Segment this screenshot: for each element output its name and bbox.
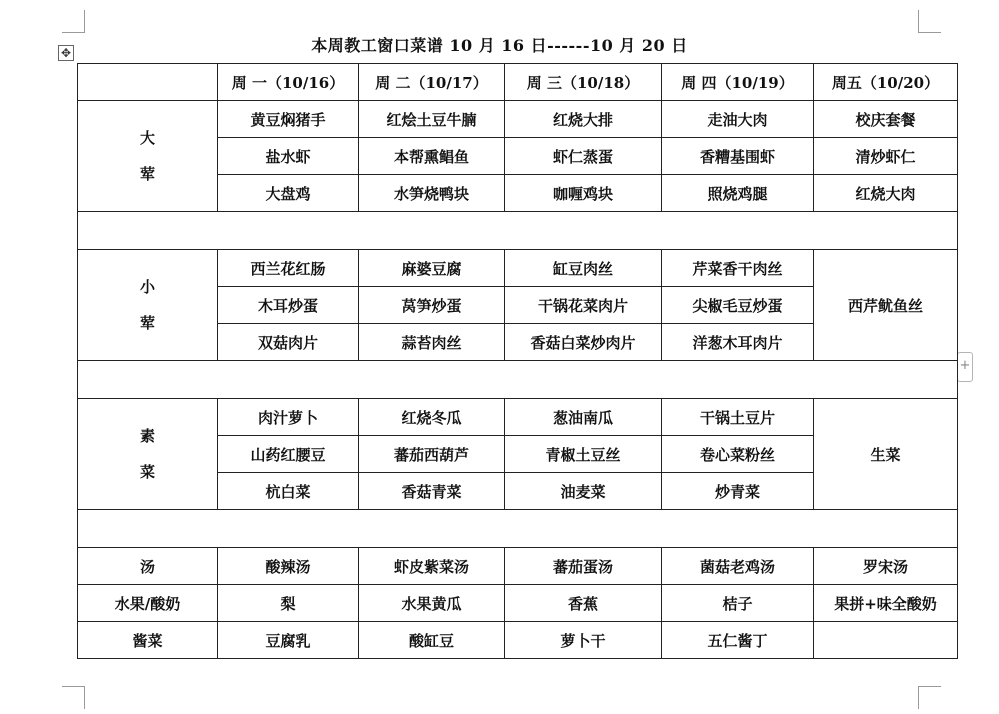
dish-cell: [814, 622, 958, 659]
dish-cell: 大盘鸡: [218, 175, 359, 212]
dish-cell: 尖椒毛豆炒蛋: [662, 287, 814, 324]
separator-row: [78, 212, 958, 250]
dish-cell: 菌菇老鸡汤: [662, 548, 814, 585]
category-xiao-hun: [78, 250, 218, 361]
dish-cell: 虾仁蒸蛋: [505, 138, 662, 175]
crop-mark-top-right: [918, 10, 941, 33]
dish-cell: 芹菜香干肉丝: [662, 250, 814, 287]
dish-cell: 干锅花菜肉片: [505, 287, 662, 324]
category-label-char: 荤: [139, 165, 155, 183]
header-monday: 周 一（10/16）: [218, 64, 359, 101]
category-soup: 汤: [78, 548, 218, 585]
table-row: [78, 585, 958, 622]
dish-cell: 萝卜干: [505, 622, 662, 659]
dish-cell: 红烧大排: [505, 101, 662, 138]
dish-cell: 莴笋炒蛋: [359, 287, 505, 324]
crop-mark-bottom-right: [918, 686, 941, 709]
dish-cell: 香蕉: [505, 585, 662, 622]
dish-cell: 校庆套餐: [814, 101, 958, 138]
dish-cell: 本帮熏鲳鱼: [359, 138, 505, 175]
dish-cell: 黄豆焖猪手: [218, 101, 359, 138]
header-row: [78, 64, 958, 101]
header-wednesday: 周 三（10/18）: [505, 64, 662, 101]
header-thursday: 周 四（10/19）: [662, 64, 814, 101]
dish-cell: 干锅土豆片: [662, 399, 814, 436]
dish-cell: 罗宋汤: [814, 548, 958, 585]
category-su-cai: [78, 399, 218, 510]
dish-cell: 走油大肉: [662, 101, 814, 138]
dish-cell: 红烧大肉: [814, 175, 958, 212]
dish-cell: 蒜苔肉丝: [359, 324, 505, 361]
dish-cell: 清炒虾仁: [814, 138, 958, 175]
table-row: [78, 548, 958, 585]
dish-cell: 山药红腰豆: [218, 436, 359, 473]
dish-cell: 蕃茄蛋汤: [505, 548, 662, 585]
dish-cell: 五仁酱丁: [662, 622, 814, 659]
separator-cell: [78, 510, 958, 548]
crop-mark-bottom-left: [62, 686, 85, 709]
dish-cell: 水果黄瓜: [359, 585, 505, 622]
category-label-char: 荤: [139, 314, 155, 332]
dish-cell: 豆腐乳: [218, 622, 359, 659]
dish-cell: 香菇白菜炒肉片: [505, 324, 662, 361]
table-row: [78, 399, 958, 436]
friday-dish-cell: 生菜: [814, 399, 958, 510]
page-title: 本周教工窗口菜谱 10 月 16 日------10 月 20 日: [311, 36, 688, 55]
crop-mark-top-left: [62, 10, 85, 33]
dish-cell: 卷心菜粉丝: [662, 436, 814, 473]
dish-cell: 香糟基围虾: [662, 138, 814, 175]
category-label-char: 小: [139, 278, 155, 296]
dish-cell: 盐水虾: [218, 138, 359, 175]
dish-cell: 照烧鸡腿: [662, 175, 814, 212]
dish-cell: 水笋烧鸭块: [359, 175, 505, 212]
table-move-handle-icon[interactable]: ✥: [58, 45, 74, 61]
dish-cell: 油麦菜: [505, 473, 662, 510]
dish-cell: 桔子: [662, 585, 814, 622]
header-tuesday: 周 二（10/17）: [359, 64, 505, 101]
separator-cell: [78, 361, 958, 399]
category-pickle: 酱菜: [78, 622, 218, 659]
dish-cell: 缸豆肉丝: [505, 250, 662, 287]
category-label-char: 大: [139, 129, 155, 147]
table-row: [78, 101, 958, 138]
dish-cell: 青椒土豆丝: [505, 436, 662, 473]
dish-cell: 葱油南瓜: [505, 399, 662, 436]
dish-cell: 西兰花红肠: [218, 250, 359, 287]
dish-cell: 酸辣汤: [218, 548, 359, 585]
category-da-hun: [78, 101, 218, 212]
dish-cell: 麻婆豆腐: [359, 250, 505, 287]
dish-cell: 梨: [218, 585, 359, 622]
dish-cell: 红烩土豆牛腩: [359, 101, 505, 138]
dish-cell: 蕃茄西葫芦: [359, 436, 505, 473]
dish-cell: 香菇青菜: [359, 473, 505, 510]
friday-dish-cell: 西芹鱿鱼丝: [814, 250, 958, 361]
dish-cell: 虾皮紫菜汤: [359, 548, 505, 585]
category-fruit: 水果/酸奶: [78, 585, 218, 622]
dish-cell: 洋葱木耳肉片: [662, 324, 814, 361]
category-label-char: 素: [139, 427, 155, 445]
menu-table: [77, 63, 958, 659]
header-corner-cell: [78, 64, 218, 101]
header-friday: 周五（10/20）: [814, 64, 958, 101]
dish-cell: 酸缸豆: [359, 622, 505, 659]
separator-row: [78, 510, 958, 548]
dish-cell: 红烧冬瓜: [359, 399, 505, 436]
table-row: [78, 622, 958, 659]
dish-cell: 木耳炒蛋: [218, 287, 359, 324]
dish-cell: 双菇肉片: [218, 324, 359, 361]
add-row-handle-icon[interactable]: +: [957, 352, 973, 382]
dish-cell: 咖喱鸡块: [505, 175, 662, 212]
dish-cell: 炒青菜: [662, 473, 814, 510]
table-row: [78, 250, 958, 287]
category-label-char: 菜: [139, 463, 155, 481]
separator-cell: [78, 212, 958, 250]
separator-row: [78, 361, 958, 399]
dish-cell: 果拼+味全酸奶: [814, 585, 958, 622]
dish-cell: 肉汁萝卜: [218, 399, 359, 436]
dish-cell: 杭白菜: [218, 473, 359, 510]
